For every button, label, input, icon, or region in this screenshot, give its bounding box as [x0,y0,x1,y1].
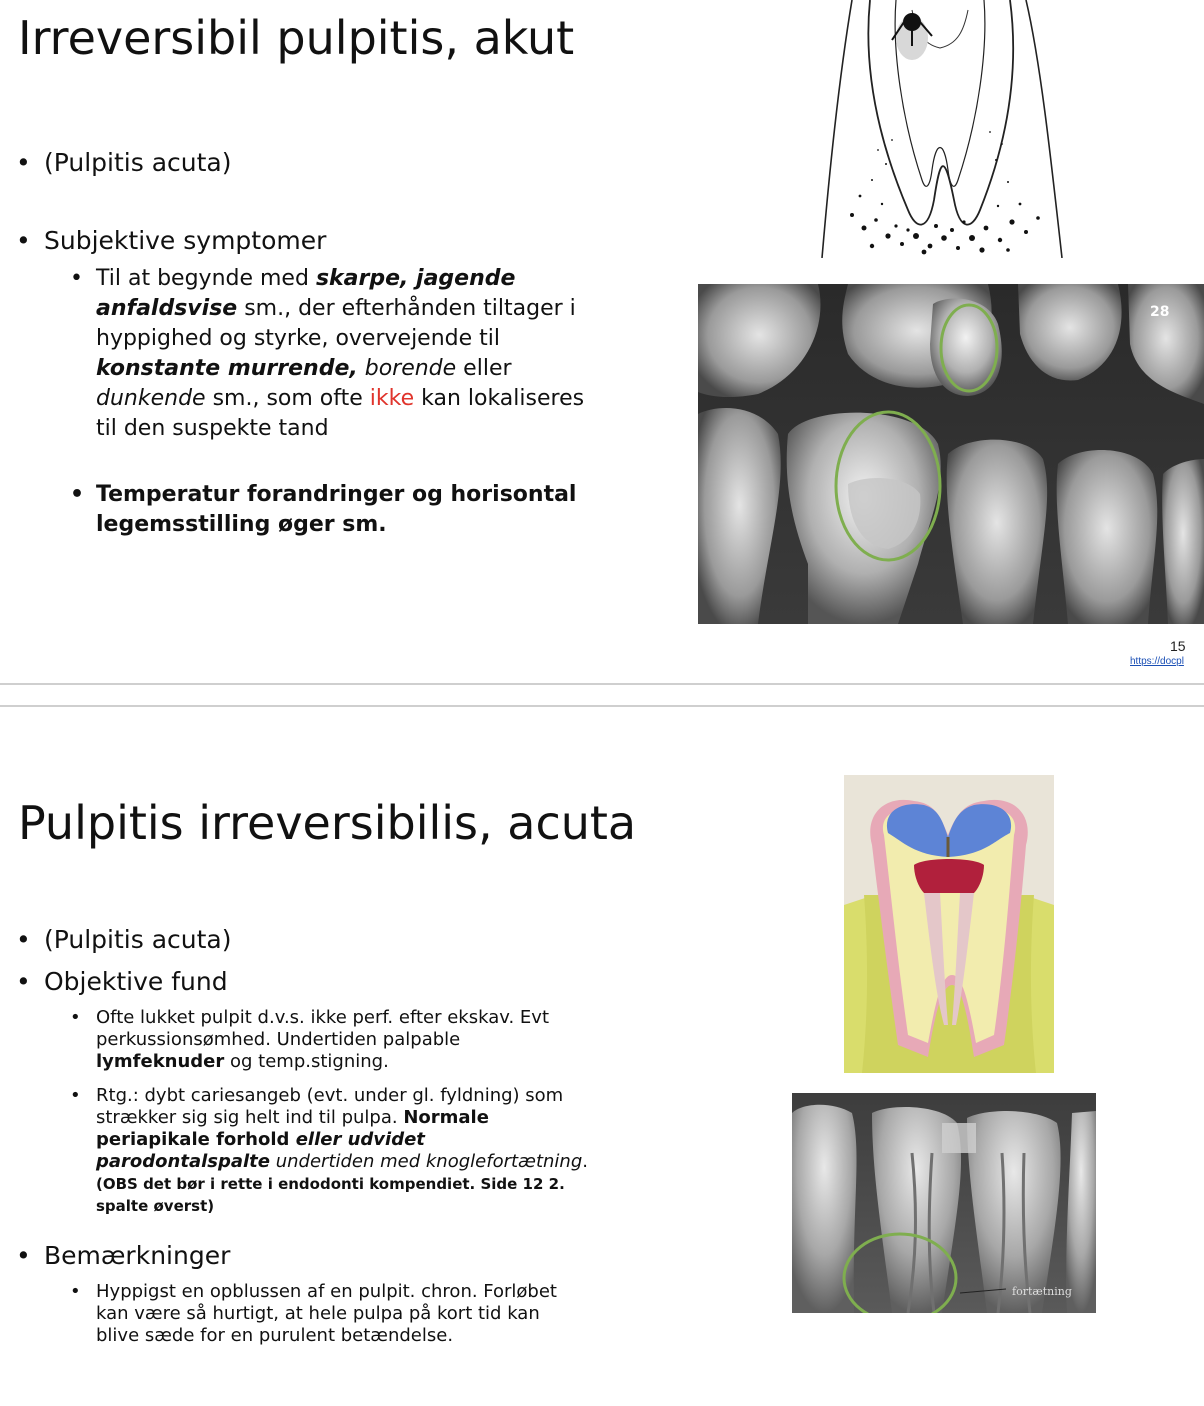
italic-run: undertiden med knoglefortætning [270,1151,583,1172]
sub-bullet-findings [96,1007,586,1073]
sub-bullet-remarks: • Hyppigst en opblussen af en pulpit. chron. Forløbet kan være så hurtigt, at hele pulpa på kort tid kan blive sæde for en purulent betændelse. [96,1281,586,1347]
bullet-pulpitis-acuta: • (Pulpitis acuta) [44,925,232,955]
tooth-illustration [844,775,1054,1073]
sub-bullet-temperature: • Temperatur forandringer og horisontal legemsstilling øger sm. [96,480,616,540]
slide-title: Irreversibil pulpitis, akut [18,11,575,65]
text-run: kan lokaliseres til den suspekte tand [96,386,585,441]
source-link[interactable]: https://docpl [1130,656,1184,667]
bullet-objektive-fund: • Objektive fund [44,967,228,997]
text-run [358,356,365,381]
slide-title: Pulpitis irreversibilis, acuta [18,796,637,850]
bold-italic-run: skarpe, jagende anfaldsvise [96,266,516,321]
bold-italic-run: konstante murrende, [96,356,358,381]
bold-run: Normale periapikale forhold [96,1107,489,1150]
xray-number-label: 28 [1150,304,1170,320]
xray-image [698,284,1204,624]
text-run: Rtg.: dybt cariesangeb (evt. under gl. fyldning) som strækker sig sig helt ind til pulpa. [96,1085,564,1128]
text-run: sm., som ofte [205,386,370,411]
xray-image [792,1093,1096,1313]
bold-note-run: (OBS det bør i rette i endodonti kompendiet. Side 12 2. spalte øverst) [96,1175,565,1215]
bold-run: lymfeknuder [96,1051,225,1072]
text-run: og temp.stigning. [224,1051,389,1072]
slide-divider [0,683,1204,685]
text-run: Til at begynde med [96,266,316,291]
text-run: sm., der efterhånden tiltager i hyppighed og styrke, overvejende til [96,296,576,351]
sub-bullet-rtg [96,1085,596,1217]
text-run: . [582,1151,588,1172]
xray-annotation-label: fortætning [1012,1285,1072,1298]
text-run: Ofte lukket pulpit d.v.s. ikke perf. efter ekskav. Evt perkussionsømhed. Undertiden palpable [96,1007,550,1050]
bullet-bemaerkninger: • Bemærkninger [44,1241,230,1271]
page-number: 15 [1170,638,1186,654]
italic-run: borende [364,356,457,381]
text-run: eller [456,356,512,381]
italic-run: dunkende [96,386,206,411]
highlight-red-run: ikke [369,386,415,411]
sub-bullet-symptoms [96,264,596,444]
slide-2 [0,707,1204,1406]
bold-italic-run: eller udvidet parodontalspalte [96,1129,425,1172]
slide-1 [0,0,1204,683]
bullet-pulpitis-acuta: • (Pulpitis acuta) [44,148,232,178]
tooth-cross-section-drawing [812,0,1070,258]
bullet-subjektive-symptomer: • Subjektive symptomer [44,226,326,256]
